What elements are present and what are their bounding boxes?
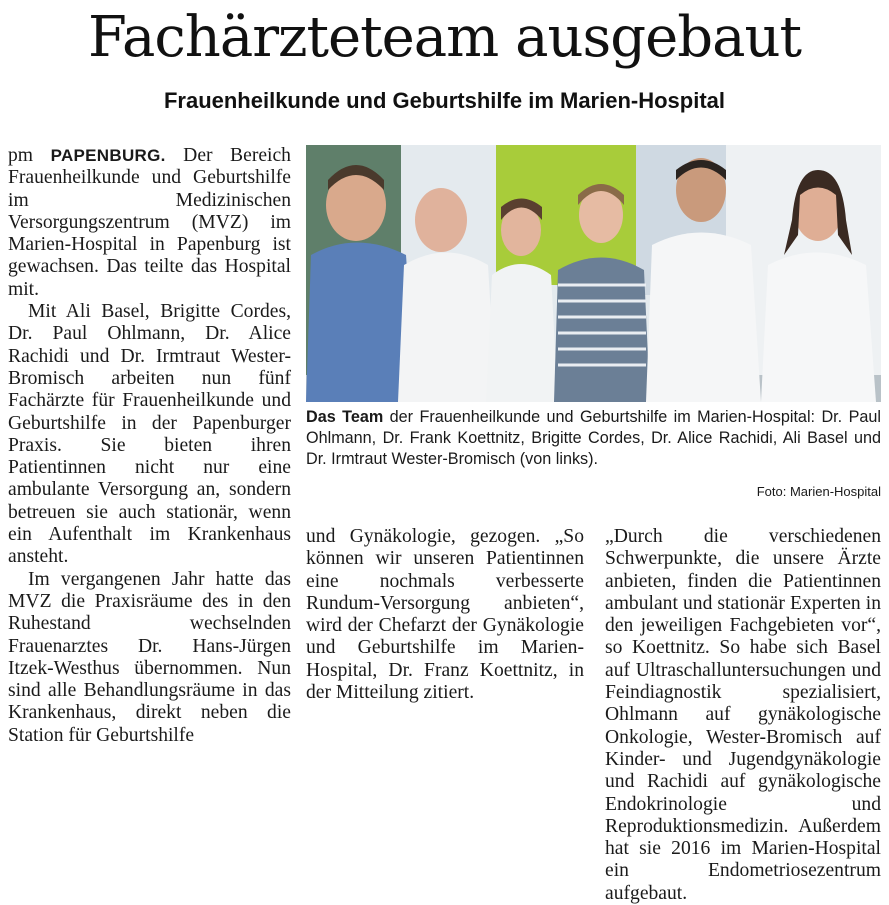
caption-lead: Das Team: [306, 408, 384, 426]
paragraph-4: und Gynäkologie, gezogen. „So können wir unseren Patientinnen eine nochmals verbesserte Rundum-Versorgung anbieten“, wird der Chefarzt der Gynäkologie und Geburtshilfe im Marien-Hospital, Dr. Franz Koettnitz, in der Mitteilung zitiert.: [306, 526, 584, 704]
paragraph-3: Im vergangenen Jahr hatte das MVZ die Praxisräume des in den Ruhestand wechselnden Frauenarztes Dr. Hans-Jürgen Itzek-Westhus übernommen. Nun sind alle Behandlungsräume in das Krankenhaus, direkt neben die Station für Geburtshilfe: [8, 568, 291, 746]
paragraph-5: „Durch die verschiedenen Schwerpunkte, die unsere Ärzte anbieten, finden die Patientinnen ambulant und stationär Experten in den jeweiligen Fachgebieten vor“, so Koettnitz. So habe sich Basel auf Ultraschalluntersuchungen und Feindiagnostik spezialisiert, Ohlmann auf gynäkologische Onkologie, Wester-Bromisch auf Kinder- und Jugendgynäkologie und Rachidi auf gynäkologische Endokrinologie und Reproduktionsmedizin. Außerdem hat sie 2016 im Marien-Hospital ein Endometriosezentrum aufgebaut.: [605, 526, 881, 904]
article-column-1: [8, 145, 291, 747]
lead-paragraph: [8, 145, 291, 301]
team-photo-image: [306, 145, 881, 402]
photo-credit: Foto: Marien-Hospital: [756, 484, 881, 499]
photo-caption: [306, 407, 881, 470]
article-column-3: [605, 526, 881, 905]
team-photo: [306, 145, 881, 402]
subheadline: Frauenheilkunde und Geburtshilfe im Marien-Hospital: [163, 88, 726, 113]
article-column-2: [306, 526, 584, 704]
headline: Fachärzteteam ausgebaut: [87, 5, 802, 70]
dateline: PAPENBURG.: [50, 146, 166, 165]
author-tag: pm: [8, 145, 34, 166]
lead-text: Der Bereich Frauenheilkunde und Geburtshilfe im Medizinischen Versorgungszentrum (MVZ) im Marien-Hospital in Papenburg ist gewachsen. Das teilte das Hospital mit.: [8, 145, 291, 300]
caption-text: der Frauenheilkunde und Geburtshilfe im Marien-Hospital: Dr. Paul Ohlmann, Dr. Frank Koettnitz, Brigitte Cordes, Dr. Alice Rachidi, Ali Basel und Dr. Irmtraut Wester-Bromisch (von links).: [306, 408, 881, 468]
paragraph-2: Mit Ali Basel, Brigitte Cordes, Dr. Paul Ohlmann, Dr. Alice Rachidi und Dr. Irmtraut Wester-Bromisch arbeiten nun fünf Fachärzte für Frauenheilkunde und Geburtshilfe in der Papenburger Praxis. Sie bieten ihren Patientinnen nicht nur eine ambulante Versorgung an, sondern betreuen sie auch stationär, wenn ein Aufenthalt im Krankenhaus ansteht.: [8, 301, 291, 568]
